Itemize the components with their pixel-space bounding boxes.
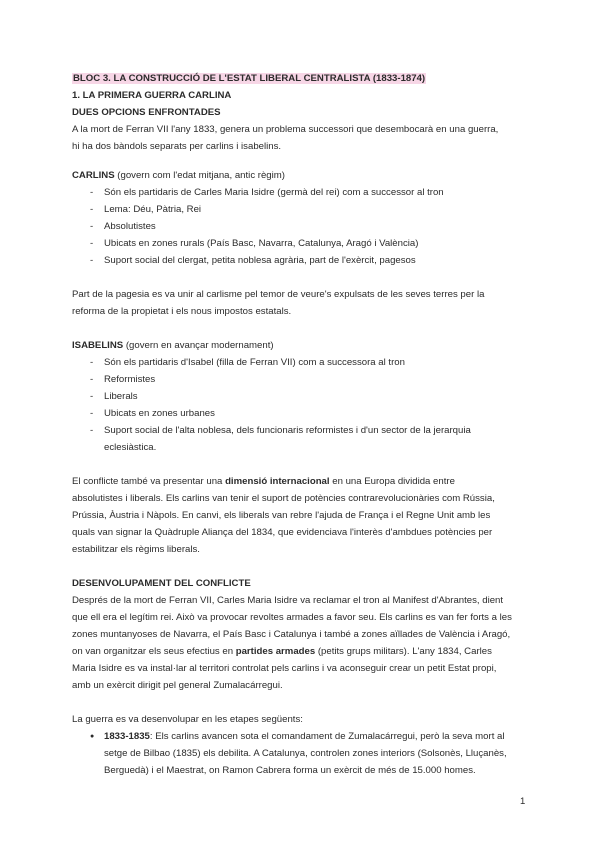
list-item: - Ubicats en zones rurals (País Basc, Navarra, Catalunya, Aragó i València) (90, 235, 532, 252)
intl-paragraph: absolutistes i liberals. Els carlins van tenir el suport de potències contrarevolucionàries com Rússia, (72, 493, 495, 504)
list-item: - Suport social del clergat, petita noblesa agrària, part de l'exèrcit, pagesos (90, 252, 532, 269)
subsection-title-opcions: DUES OPCIONS ENFRONTADES (72, 107, 221, 118)
dev-paragraph: que ell era el legítim rei. Això va provocar revoltes armades a favor seu. Els carlins es van fer forts a les (72, 612, 512, 623)
pagesia-paragraph: Part de la pagesia es va unir al carlisme pel temor de veure's expulsats de les seves terres per la (72, 289, 485, 300)
document-page (72, 70, 532, 779)
intl-paragraph: quals van signar la Quàdruple Aliança del 1834, que evidenciava l'interès d'ambdues potències per (72, 527, 493, 538)
carlins-heading: CARLINS (govern com l'edat mitjana, antic règim) (72, 170, 285, 181)
list-item: - Lema: Déu, Pàtria, Rei (90, 201, 532, 218)
list-item: - Reformistes (90, 371, 532, 388)
list-item: - Ubicats en zones urbanes (90, 405, 532, 422)
intl-paragraph: Prússia, Àustria i Nàpols. En canvi, els liberals van rebre l'ajuda de França i el Regne Unit amb les (72, 510, 491, 521)
dev-paragraph: zones muntanyoses de Navarra, el País Basc i Catalunya i també a zones aïllades de València i Aragó, (72, 629, 511, 640)
list-item: ● 1833-1835: Els carlins avancen sota el comandament de Zumalacárregui, però la seva mort al setge de Bilbao (1835) els debilita. A Catalunya, controlen zones interiors (Solsonès, Lluçanès, Berguedà) i el Maestrat, on Ramon Cabrera forma un exèrcit de més de 15.000 homes. (90, 728, 532, 779)
isabelins-list (72, 354, 532, 456)
dev-paragraph: Maria Isidre es va instal·lar al territori controlat pels carlins i va aconseguir crear un petit Estat propi, (72, 663, 497, 674)
list-item: - Són els partidaris d'Isabel (filla de Ferran VII) com a successora al tron (90, 354, 532, 371)
dev-paragraph: amb un exèrcit dirigit pel general Zumalacárregui. (72, 680, 283, 691)
bloc-title: BLOC 3. LA CONSTRUCCIÓ DE L'ESTAT LIBERAL CENTRALISTA (1833-1874) (73, 73, 426, 84)
stages-intro: La guerra es va desenvolupar en les etapes següents: (72, 714, 303, 725)
list-item: - Suport social de l'alta noblesa, dels funcionaris reformistes i d'un sector de la jerarquia eclesiàstica. (90, 422, 532, 456)
list-item: - Absolutistes (90, 218, 532, 235)
intl-paragraph: El conflicte també va presentar una dimensió internacional en una Europa dividida entre (72, 476, 455, 487)
dev-paragraph: Després de la mort de Ferran VII, Carles Maria Isidre va reclamar el tron al Manifest d'Abrantes, dient (72, 595, 504, 606)
list-item: - Són els partidaris de Carles Maria Isidre (germà del rei) com a successor al tron (90, 184, 532, 201)
isabelins-heading: ISABELINS (govern en avançar modernament) (72, 340, 274, 351)
subsection-title-desenvolupament: DESENVOLUPAMENT DEL CONFLICTE (72, 578, 251, 589)
intro-line: A la mort de Ferran VII l'any 1833, genera un problema successori que desembocarà en una guerra, (72, 124, 499, 135)
list-item: - Liberals (90, 388, 532, 405)
page-number: 1 (520, 796, 526, 807)
intro-line: hi ha dos bàndols separats per carlins i isabelins. (72, 141, 282, 152)
carlins-list (72, 184, 532, 269)
dev-paragraph: on van organitzar els seus efectius en partides armades (petits grups militars). L'any 1834, Carles (72, 646, 492, 657)
stages-list (72, 728, 532, 779)
pagesia-paragraph: reforma de la propietat i els nous impostos estatals. (72, 306, 292, 317)
section-title: 1. LA PRIMERA GUERRA CARLINA (72, 90, 232, 101)
intl-paragraph: estabilitzar els règims liberals. (72, 544, 200, 555)
